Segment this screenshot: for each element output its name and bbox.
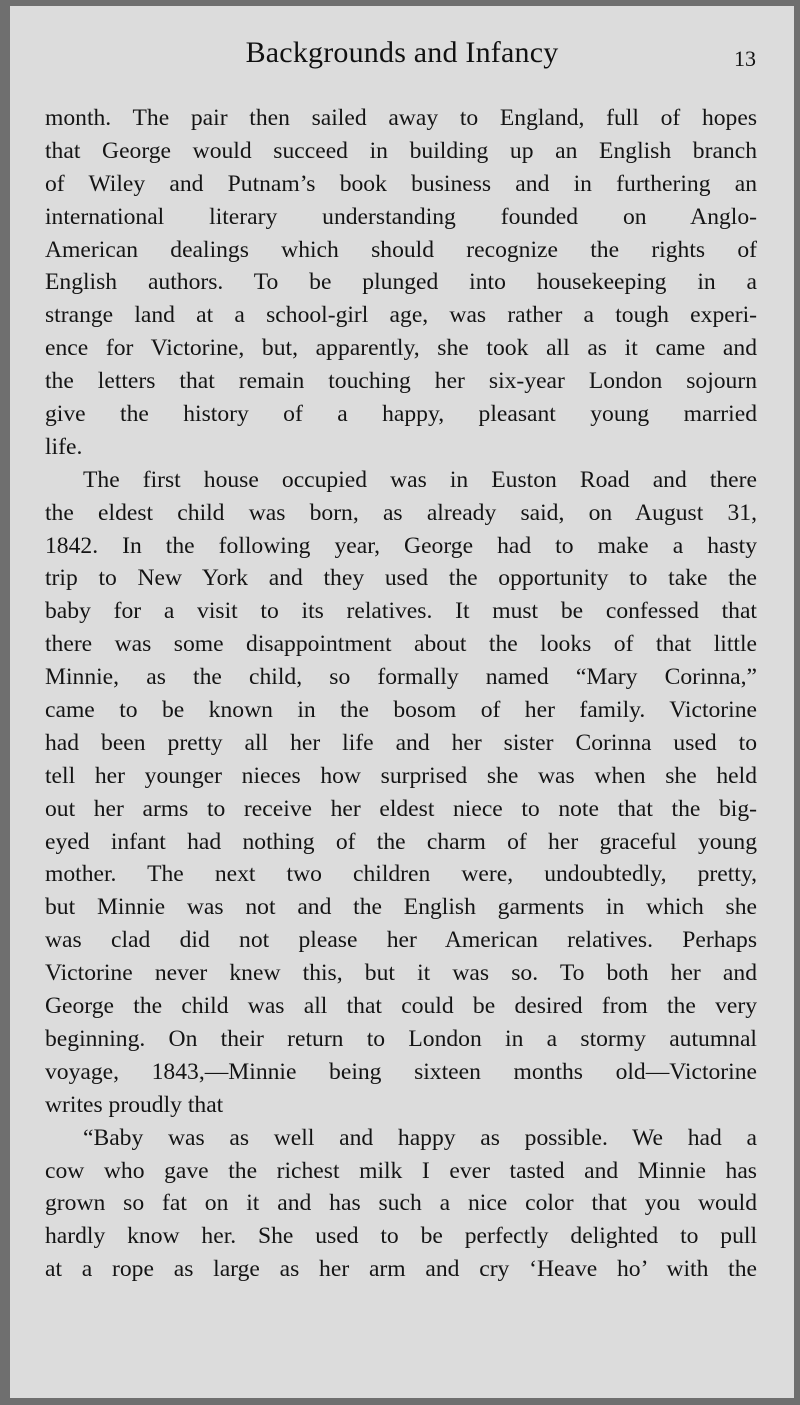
text-line: out her arms to receive her eldest niece to note that the big- <box>45 795 757 822</box>
text-line: 1842. In the following year, George had to make a hasty <box>45 532 757 559</box>
text-line: baby for a visit to its relatives. It must be confessed that <box>45 598 757 625</box>
text-line: give the history of a happy, pleasant young married <box>45 401 757 428</box>
text-line: Victorine never knew this, but it was so. To both her and <box>45 960 757 987</box>
text-line: at a rope as large as her arm and cry ‘Heave ho’ with the <box>45 1256 757 1283</box>
text-line: grown so fat on it and has such a nice color that you would <box>45 1190 757 1217</box>
text-line: eyed infant had nothing of the charm of her graceful young <box>45 828 757 855</box>
running-title: Backgrounds and Infancy <box>245 36 559 69</box>
text-line: the eldest child was born, as already said, on August 31, <box>45 499 757 526</box>
page-header <box>10 36 794 80</box>
text-line: “Baby was as well and happy as possible. We had a <box>83 1124 757 1151</box>
text-line: George the child was all that could be desired from the very <box>45 993 757 1020</box>
text-line: tell her younger nieces how surprised she was when she held <box>45 762 757 789</box>
page-number: 13 <box>734 46 756 71</box>
text-line: cow who gave the richest milk I ever tasted and Minnie has <box>45 1157 757 1184</box>
text-line: ence for Victorine, but, apparently, she took all as it came and <box>45 335 757 362</box>
text-line: life. <box>45 433 83 460</box>
text-line: of Wiley and Putnam’s book business and in furthering an <box>45 170 757 197</box>
text-line: but Minnie was not and the English garments in which she <box>45 894 757 921</box>
text-line: there was some disappointment about the looks of that little <box>45 631 757 658</box>
text-line: that George would succeed in building up an English branch <box>45 137 757 164</box>
text-line: Minnie, as the child, so formally named “Mary Corinna,” <box>45 664 757 691</box>
text-line: mother. The next two children were, undoubtedly, pretty, <box>45 861 757 888</box>
text-line: had been pretty all her life and her sister Corinna used to <box>45 729 757 756</box>
text-line: international literary understanding founded on Anglo- <box>45 203 757 230</box>
text-line: strange land at a school-girl age, was rather a tough experi- <box>45 302 757 329</box>
text-line: hardly know her. She used to be perfectly delighted to pull <box>45 1223 757 1250</box>
text-line: beginning. On their return to London in a stormy autumnal <box>45 1025 757 1052</box>
text-line: trip to New York and they used the opportunity to take the <box>45 565 757 592</box>
text-line: The first house occupied was in Euston Road and there <box>83 466 757 493</box>
text-line: was clad did not please her American relatives. Perhaps <box>45 927 757 954</box>
text-line: writes proudly that <box>45 1091 224 1118</box>
book-page <box>10 6 794 1398</box>
text-line: came to be known in the bosom of her family. Victorine <box>45 697 757 724</box>
text-line: American dealings which should recognize the rights of <box>45 236 757 263</box>
text-line: English authors. To be plunged into housekeeping in a <box>45 269 757 296</box>
text-line: the letters that remain touching her six-year London sojourn <box>45 368 757 395</box>
text-line: voyage, 1843,—Minnie being sixteen months old—Victorine <box>45 1058 757 1085</box>
body-text <box>45 102 757 1286</box>
text-line: month. The pair then sailed away to England, full of hopes <box>45 105 757 131</box>
